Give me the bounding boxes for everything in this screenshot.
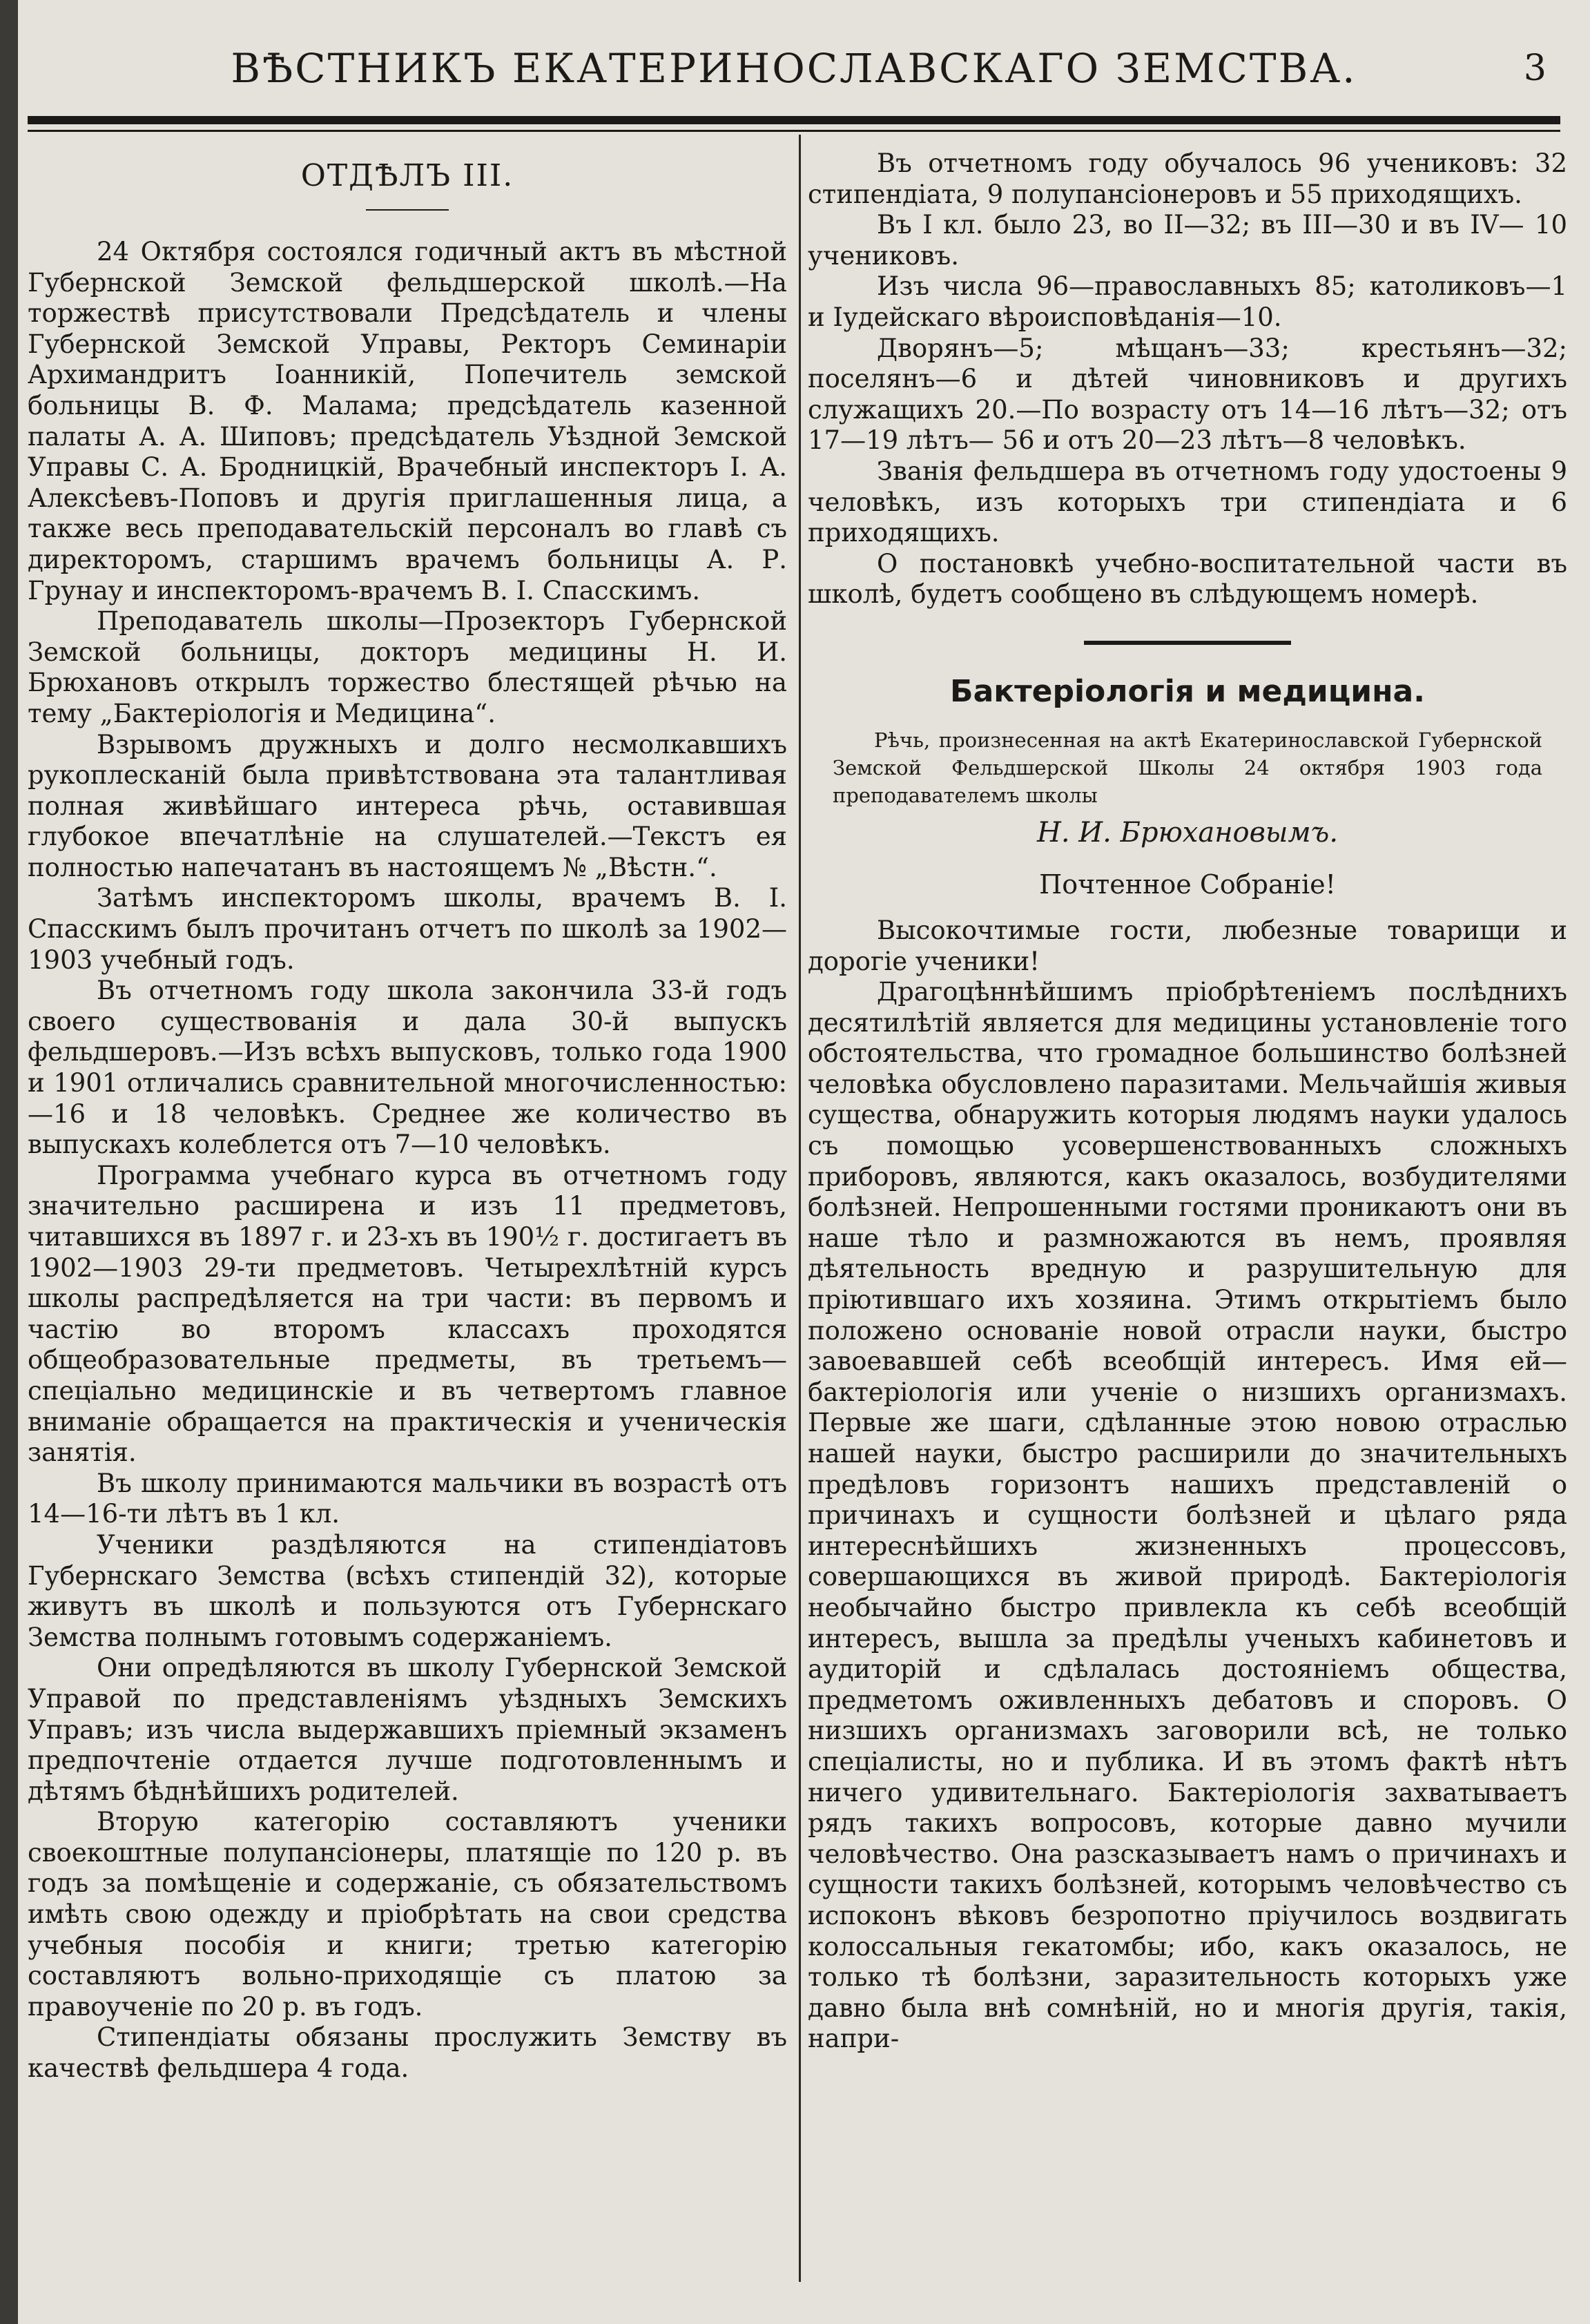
paragraph: Въ школу принимаются мальчики въ возрастѣ отъ 14—16-ти лѣтъ въ 1 кл.: [28, 1468, 787, 1529]
paragraph: Преподаватель школы—Прозекторъ Губернской Земской больницы, докторъ медицины Н. И. Брюхановъ открылъ торжество блестящей рѣчью на тему „Бактеріологія и Медицина“.: [28, 606, 787, 728]
paragraph: Ученики раздѣляются на стипендіатовъ Губернскаго Земства (всѣхъ стипендій 32), которые живутъ въ школѣ и пользуются отъ Губернскаго Земства полнымъ готовымъ содержаніемъ.: [28, 1529, 787, 1652]
paragraph: Въ отчетномъ году обучалось 96 учениковъ: 32 стипендіата, 9 полупансіонеровъ и 55 приходящихъ.: [808, 148, 1567, 209]
speech-paragraph: Высокочтимые гости, любезные товарищи и дорогіе ученики!: [808, 915, 1567, 976]
paragraph: Въ отчетномъ году школа закончила 33-й годъ своего существованія и дала 30-й выпускъ фельдшеровъ.—Изъ всѣхъ выпусковъ, только года 1900 и 1901 отличались сравнительной многочисленностью:—16 и 18 человѣкъ. Среднее же количество въ выпускахъ колеблется отъ 7—10 человѣкъ.: [28, 976, 787, 1160]
column-divider: [799, 135, 801, 2282]
paragraph: Вторую категорію составляютъ ученики своекоштные полупансіонеры, платящіе по 120 р. въ годъ за помѣщеніе и содержаніе, съ обязательствомъ имѣть свою одежду и пріобрѣтать на свои средства учебныя пособія и книги; третью категорію составляютъ вольно-приходящіе съ платою за правоученіе по 20 р. въ годъ.: [28, 1807, 787, 2022]
article-subtitle: Рѣчь, произнесенная на актѣ Екатеринославской Губернской Земской Фельдшерской Школы 24 октября 1903 года преподавателемъ школы: [833, 728, 1542, 807]
article-title: Бактеріологія и медицина.: [950, 673, 1425, 709]
section-title: ОТДѢЛЪ III.: [300, 158, 514, 193]
speech-paragraph: Драгоцѣннѣйшимъ пріобрѣтеніемъ послѣднихъ десятилѣтій является для медицины установленіе того обстоятельства, что громадное большинство болѣзней человѣка обусловлено паразитами. Мельчайшія живыя существа, обнаружить которыя людямъ науки удалось съ помощью усовершенствованныхъ сложныхъ приборовъ, являются, какъ оказалось, возбудителями болѣзней. Непрошенными гостями проникаютъ они въ наше тѣло и размножаются въ немъ, проявляя дѣятельность вредную и разрушительную для пріютившаго ихъ хозяина. Этимъ открытіемъ было положено основаніе новой отрасли науки, быстро завоевавшей себѣ всеобщій интересъ. Имя ей—бактеріологія или ученіе о низшихъ организмахъ. Первые же шаги, сдѣланные этою новою отраслью нашей науки, быстро расширили до значительныхъ предѣловъ горизонтъ нашихъ представленій о причинахъ и сущности болѣзней и цѣлаго ряда интереснѣйшихъ жизненныхъ процессовъ, совершающихся въ живой природѣ. Бактеріологія необычайно быстро привлекла къ себѣ всеобщій интересъ, вышла за предѣлы ученыхъ кабинетовъ и аудиторій и сдѣлалась достояніемъ общества, предметомъ оживленныхъ дебатовъ и споровъ. О низшихъ организмахъ заговорили всѣ, не только спеціалисты, но и публика. И въ этомъ фактѣ нѣтъ ничего удивительнаго. Бактеріологія захватываетъ рядъ такихъ вопросовъ, которые давно мучили человѣчество. Она разсказываетъ намъ о причинахъ и сущности такихъ болѣзней, которымъ человѣчество съ испоконъ вѣковъ безропотно пріучилось воздвигать колоссальныя гекатомбы; ибо, какъ оказалось, не только тѣ болѣзни, заразительность которыхъ уже давно была внѣ сомнѣній, но и многія другія, такія, напри-: [808, 977, 1567, 2054]
article-separator: [1084, 641, 1291, 645]
paragraph: Въ I кл. было 23, во II—32; въ III—30 и въ IV— 10 учениковъ.: [808, 210, 1567, 271]
salutation: Почтенное Собраніе!: [1039, 869, 1336, 900]
right-column: [808, 148, 1567, 2289]
running-title: ВѢСТНИКЪ ЕКАТЕРИНОСЛАВСКАГО ЗЕМСТВА.: [231, 45, 1357, 92]
paragraph: Программа учебнаго курса въ отчетномъ году значительно расширена и изъ 11 предметовъ, читавшихся въ 1897 г. и 23-хъ въ 190½ г. достигаетъ въ 1902—1903 29-ти предметовъ. Четырехлѣтній курсъ школы распредѣляется на три части: въ первомъ и частію во второмъ классахъ проходятся общеобразовательные предметы, въ третьемъ—спеціально медицинскіе и въ четвертомъ главное вниманіе обращается на практическія и ученическія занятія.: [28, 1160, 787, 1468]
paragraph: Изъ числа 96—православныхъ 85; католиковъ—1 и Іудейскаго вѣроисповѣданія—10.: [808, 271, 1567, 332]
binding-edge: [0, 0, 18, 2324]
left-column: [28, 148, 787, 2289]
paragraph: Дворянъ—5; мѣщанъ—33; крестьянъ—32; поселянъ—6 и дѣтей чиновниковъ и другихъ служащихъ 20.—По возрасту отъ 14—16 лѣтъ—32; отъ 17—19 лѣтъ— 56 и отъ 20—23 лѣтъ—8 человѣкъ.: [808, 333, 1567, 456]
page-header: [28, 23, 1560, 113]
paragraph: Взрывомъ дружныхъ и долго несмолкавшихъ рукоплесканій была привѣтствована эта талантливая полная живѣйшаго интереса рѣчь, оставившая глубокое впечатлѣніе на слушателей.—Текстъ ея полностью напечатанъ въ настоящемъ № „Вѣстн.“.: [28, 729, 787, 882]
paragraph: Затѣмъ инспекторомъ школы, врачемъ В. І. Спасскимъ былъ прочитанъ отчетъ по школѣ за 1902—1903 учебный годъ.: [28, 883, 787, 975]
header-rule-thick: [28, 116, 1560, 124]
paragraph: О постановкѣ учебно-воспитательной части въ школѣ, будетъ сообщено въ слѣдующемъ номерѣ.: [808, 548, 1567, 610]
paragraph: 24 Октября состоялся годичный актъ въ мѣстной Губернской Земской фельдшерской школѣ.—На торжествѣ присутствовали Предсѣдатель и члены Губернской Земской Управы, Ректоръ Семинаріи Архимандритъ Іоанникій, Попечитель земской больницы В. Ф. Малама; предсѣдатель казенной палаты А. А. Шиповъ; предсѣдатель Уѣздной Земской Управы С. А. Бродницкій, Врачебный инспекторъ І. А. Алексѣевъ-Поповъ и другія приглашенныя лица, а также весь преподавательскій персоналъ во главѣ съ директоромъ, старшимъ врачемъ больницы А. Р. Грунау и инспекторомъ-врачемъ В. І. Спасскимъ.: [28, 237, 787, 606]
paragraph: Стипендіаты обязаны прослужить Земству въ качествѣ фельдшера 4 года.: [28, 2022, 787, 2084]
paragraph: Званія фельдшера въ отчетномъ году удостоены 9 человѣкъ, изъ которыхъ три стипендіата и 6 приходящихъ.: [808, 456, 1567, 548]
paragraph: Они опредѣляются въ школу Губернской Земской Управой по представленіямъ уѣздныхъ Земскихъ Управъ; изъ числа выдержавшихъ пріемный экзаменъ предпочтеніе отдается лучше подготовленнымъ и дѣтямъ бѣднѣйшихъ родителей.: [28, 1653, 787, 1806]
article-author: Н. И. Брюхановымъ.: [1036, 816, 1339, 849]
header-rule-thin: [28, 130, 1560, 132]
page-number: 3: [1523, 48, 1547, 89]
section-rule: [366, 209, 449, 211]
